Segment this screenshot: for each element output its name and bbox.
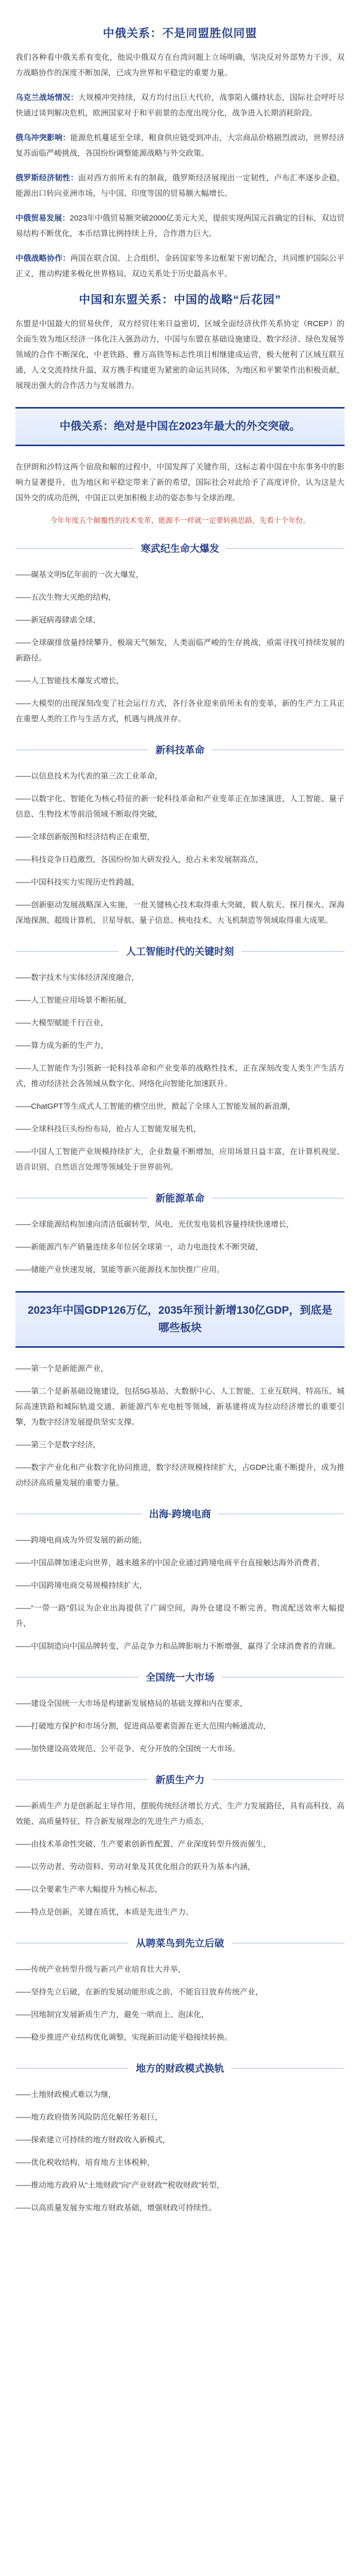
section-title-new-productivity: 新质生产力 [148, 1775, 211, 1786]
section-title-cross-border: 出海·跨境电商 [142, 1509, 218, 1520]
list-item: ——全球科技巨头纷纷布局，抢占人工智能发展先机， [15, 1125, 202, 1133]
list-item: ——大模型的出现深刻改变了社会运行方式，各行各业迎来前所未有的变革，新的生产力工具正在重塑人类的工作与生活方式，机遇与挑战并存。 [15, 699, 345, 723]
list-tech-revolution [15, 769, 345, 928]
list-item: ——坚持先立后破，在新的发展动能形成之前，不能盲目放弃传统产业， [15, 1988, 264, 1996]
section-title-china-asean: 中国和东盟关系：中国的战略“后花园” [78, 293, 281, 306]
list-item: ——人工智能应用场景不断拓展， [15, 996, 132, 1005]
list-item: ——由技术革命性突破、生产要素创新性配置、产业深度转型升级而催生， [15, 1840, 271, 1849]
list-item: ——以全要素生产率大幅提升为核心标志， [15, 1885, 163, 1894]
section-divider [15, 1936, 345, 1950]
list-item: ——“一带一路”倡议为企业出海提供了广阔空间，海外仓建设不断完善，物流配送效率大幅提升， [15, 1604, 345, 1628]
paragraph-text: 大规模冲突持续，双方均付出巨大代价，战事陷入僵持状态，国际社会呼吁尽快通过谈判解决危机，欧洲国家对于和平前景的态度出现分化，战争进入长期消耗阶段。 [15, 93, 345, 117]
banner-text: 中俄关系：绝对是中国在2023年最大的外交突破。 [59, 420, 301, 432]
list-item: ——新质生产力是创新起主导作用，摆脱传统经济增长方式、生产力发展路径，具有高科技、高效能、高质量特征，符合新发展理念的先进生产力质态， [15, 1802, 345, 1826]
list-local-finance [15, 2087, 345, 2216]
list-item: ——跨境电商成为外贸发展的新动能， [15, 1536, 148, 1545]
list-item: ——五次生物大灭绝的结构， [15, 593, 117, 602]
list-item: ——中国制造向中国品牌转变，产品竞争力和品牌影响力不断增强，赢得了全球消费者的青睐。 [15, 1642, 341, 1651]
list-item: ——稳步推进产业结构优化调整，实现新旧动能平稳接续转换。 [15, 2033, 233, 2042]
paragraph [15, 211, 345, 242]
list-item: ——传统产业转型升级与新兴产业培育壮大并举， [15, 1965, 186, 1974]
list-item: ——第二个是新基础设施建设，包括5G基站、大数据中心、人工智能、工业互联网、特高压、城际高速铁路和城际轨道交通、新能源汽车充电桩等领域，新基建将成为拉动经济增长的重要引擎，为数字经济发展提供坚实支撑。 [15, 1387, 345, 1427]
list-item: ——打破地方保护和市场分割，促进商品要素资源在更大范围内畅通流动， [15, 1722, 271, 1731]
list-item: ——中国跨境电商交易规模持续扩大， [15, 1581, 148, 1590]
section-divider [15, 742, 345, 756]
section-divider [15, 944, 345, 958]
list-item: ——加快建设高效规范、公平竞争、充分开放的全国统一大市场。 [15, 1744, 240, 1753]
paragraph-text: 2023年中俄贸易额突破2000亿美元大关，提前实现两国元首确定的目标，双边贸易结构不断优化，本币结算比例持续上升，合作潜力巨大。 [15, 214, 345, 238]
section-divider [15, 1191, 345, 1205]
list-item: ——第一个是新能源产业， [15, 1364, 109, 1373]
list-item: ——新能源汽车产销量连续多年位居全球第一，动力电池技术不断突破， [15, 1243, 264, 1251]
list-item: ——特点是创新，关键在质优，本质是先进生产力。 [15, 1908, 194, 1917]
list-item: ——优化税收结构，培育地方主体税种， [15, 2158, 155, 2167]
list-unified-market [15, 1696, 345, 1757]
section-title-unified-market: 全国统一大市场 [138, 1672, 221, 1683]
list-item: ——算力成为新的生产力， [15, 1041, 109, 1050]
paragraph-text: 能源危机蔓延至全球，粮食供应链受到冲击，大宗商品价格剧烈波动，世界经济复苏面临严峻挑战，各国纷纷调整能源战略与外交政策。 [15, 133, 345, 158]
section-title-new-energy: 新能源革命 [148, 1193, 211, 1204]
banner-text: 2023年中国GDP126万亿，2035年预计新增130亿GDP，到底是哪些板块 [27, 1304, 333, 1334]
section-divider [15, 1772, 345, 1786]
list-item: ——ChatGPT等生成式人工智能的横空出世，掀起了全球人工智能发展的新浪潮， [15, 1102, 296, 1111]
list-item: ——以劳动者、劳动资料、劳动对象及其优化组合的跃升为基本内涵， [15, 1862, 256, 1871]
list-item: ——新冠病毒肆虐全球， [15, 616, 101, 624]
paragraph-label: 俄乌冲突影响： [15, 133, 71, 142]
list-item: ——人工智能作为引领新一轮科技革命和产业变革的战略性技术，正在深刻改变人类生产生活方式，推动经济社会各领域从数字化、网络化向智能化加速跃升。 [15, 1064, 345, 1088]
paragraph: 东盟是中国最大的贸易伙伴，双方经贸往来日益密切，区域全面经济伙伴关系协定（RCEP）的全面生效为地区经济一体化注入强劲动力，中国与东盟在基础设施建设、数字经济、绿色发展等领域的合作不断深化，中老铁路、雅万高铁等标志性项目相继建成运营，极大便利了区域互联互通，人文交流持续升温，双方携手构建更为紧密的命运共同体，为地区和平繁荣作出积极贡献，展现出强大的合作活力与发展潜力。 [15, 319, 345, 390]
paragraph-label: 中俄贸易发展： [15, 214, 70, 223]
red-note: 今年年度五个颠覆性的技术变革，能源不一样就一定要转换思路，先看十个年份。 [50, 516, 310, 524]
list-item: ——以高质量发展夯实地方财政基础，增强财政可持续性。 [15, 2204, 217, 2212]
section-divider [15, 2061, 345, 2075]
list-item: ——中国品牌加速走向世界，越来越多的中国企业通过跨境电商平台直接触达海外消费者， [15, 1558, 325, 1567]
list-cambrian [15, 567, 345, 727]
paragraph [15, 171, 345, 201]
list-item: ——全球创新版图和经济结构正在重塑， [15, 833, 155, 841]
list-item: ——储能产业快速发展，氢能等新兴能源技术加快推广应用。 [15, 1265, 225, 1274]
paragraph-label: 乌克兰战场情况： [15, 93, 78, 102]
list-item: ——科技竞争日趋激烈，各国纷纷加大研发投入，抢占未来发展制高点， [15, 855, 264, 864]
paragraph: 在伊朗和沙特这两个宿敌和解的过程中，中国发挥了关键作用，这标志着中国在中东事务中的影响力显著提升，也为地区和平稳定带来了新的希望，国际社会对此给予了高度评价，认为这是大国外交的成功范例，中国正以更加积极主动的姿态参与全球治理。 [15, 463, 345, 502]
section-title-local-finance: 地方的财政模式换轨 [128, 2063, 231, 2074]
section-title-china-russia: 中俄关系：不是同盟胜似同盟 [103, 27, 257, 40]
list-item: ——碳基文明5亿年前的一次大爆发， [15, 570, 144, 579]
section-divider [15, 541, 345, 555]
list-cross-border [15, 1533, 345, 1654]
list-item: ——大模型赋能千行百业， [15, 1019, 109, 1027]
section-divider [15, 1506, 345, 1520]
list-item: ——创新驱动发展战略深入实施，一批关键核心技术取得重大突破，载人航天、探月探火、深海深地探测、超级计算机、卫星导航、量子信息、核电技术、大飞机制造等领域取得重大成果。 [15, 901, 345, 925]
list-new-productivity [15, 1799, 345, 1920]
paragraph-label: 俄罗斯经济韧性： [15, 174, 78, 182]
list-item: ——数字产业化和产业数字化协同推进，数字经济规模持续扩大，占GDP比重不断提升，成为推动经济高质量发展的重要力量。 [15, 1463, 345, 1487]
list-new-energy [15, 1217, 345, 1278]
list-item: ——全球碳排放量持续攀升，极端天气频发，人类面临严峻的生存挑战，亟需寻找可持续发展的新路径。 [15, 638, 345, 663]
highlight-banner [15, 407, 345, 446]
paragraph: 我们各种看中俄关系有变化，他说中俄双方在台湾问题上立场明确，坚决反对外部势力干涉，双方战略协作的深度不断加深，已成为世界和平稳定的重要力量。 [15, 53, 345, 77]
list-build-first [15, 1962, 345, 2045]
list-item: ——第三个是数字经济， [15, 1440, 101, 1449]
list-item: ——推动地方政府从“土地财政”向“产业财政”“税收财政”转型， [15, 2181, 224, 2190]
paragraph-text: 面对西方前所未有的制裁，俄罗斯经济展现出一定韧性，卢布汇率逐步企稳，能源出口转向亚洲市场，与中国、印度等国的贸易额大幅增长。 [15, 174, 345, 198]
list-item: ——数字技术与实体经济深度融合， [15, 973, 140, 982]
paragraph [15, 251, 345, 282]
list-item: ——中国人工智能产业规模持续扩大，企业数量不断增加，应用场景日益丰富，在计算机视觉、语音识别、自然语言处理等领域处于世界前列。 [15, 1147, 345, 1172]
list-item: ——因地制宜发展新质生产力，避免一哄而上、泡沫化， [15, 2010, 209, 2019]
list-item: ——全球能源结构加速向清洁低碳转型，风电、光伏发电装机容量持续快速增长， [15, 1220, 294, 1229]
list-item: ——土地财政模式难以为继， [15, 2090, 117, 2099]
paragraph-label: 中俄战略协作： [15, 254, 71, 263]
paragraph [15, 130, 345, 161]
section-title-cambrian: 寒武纪生命大爆发 [134, 544, 226, 554]
list-item: ——地方政府债务风险防范化解任务艰巨， [15, 2113, 163, 2122]
highlight-banner [15, 1291, 345, 1348]
list-gdp-sectors [15, 1361, 345, 1491]
paragraph [15, 90, 345, 121]
list-ai-era [15, 970, 345, 1175]
section-title-ai-era: 人工智能时代的关键时刻 [119, 946, 241, 957]
section-title-build-first: 从聘菜鸟到先立后破 [128, 1938, 231, 1949]
list-item: ——以信息技术为代表的第三次工业革命， [15, 772, 163, 781]
list-item: ——以数字化、智能化为核心特征的新一轮科技革命和产业变革正在加速演进，人工智能、量子信息、生物技术等前沿领域不断取得突破， [15, 794, 345, 819]
list-item: ——探索建立可持续的地方财政收入新模式， [15, 2136, 171, 2144]
list-item: ——人工智能技术爆发式增长， [15, 676, 124, 685]
list-item: ——中国科技实力实现历史性跨越， [15, 878, 140, 887]
section-title-tech-revolution: 新科技革命 [148, 745, 211, 756]
list-item: ——建设全国统一大市场是构建新发展格局的基础支撑和内在要求， [15, 1699, 248, 1708]
paragraph-text: 两国在联合国、上合组织、金砖国家等多边框架下密切配合，共同维护国际公平正义，推动构建多极化世界格局，双边关系处于历史最高水平。 [15, 254, 345, 278]
section-divider [15, 1670, 345, 1684]
